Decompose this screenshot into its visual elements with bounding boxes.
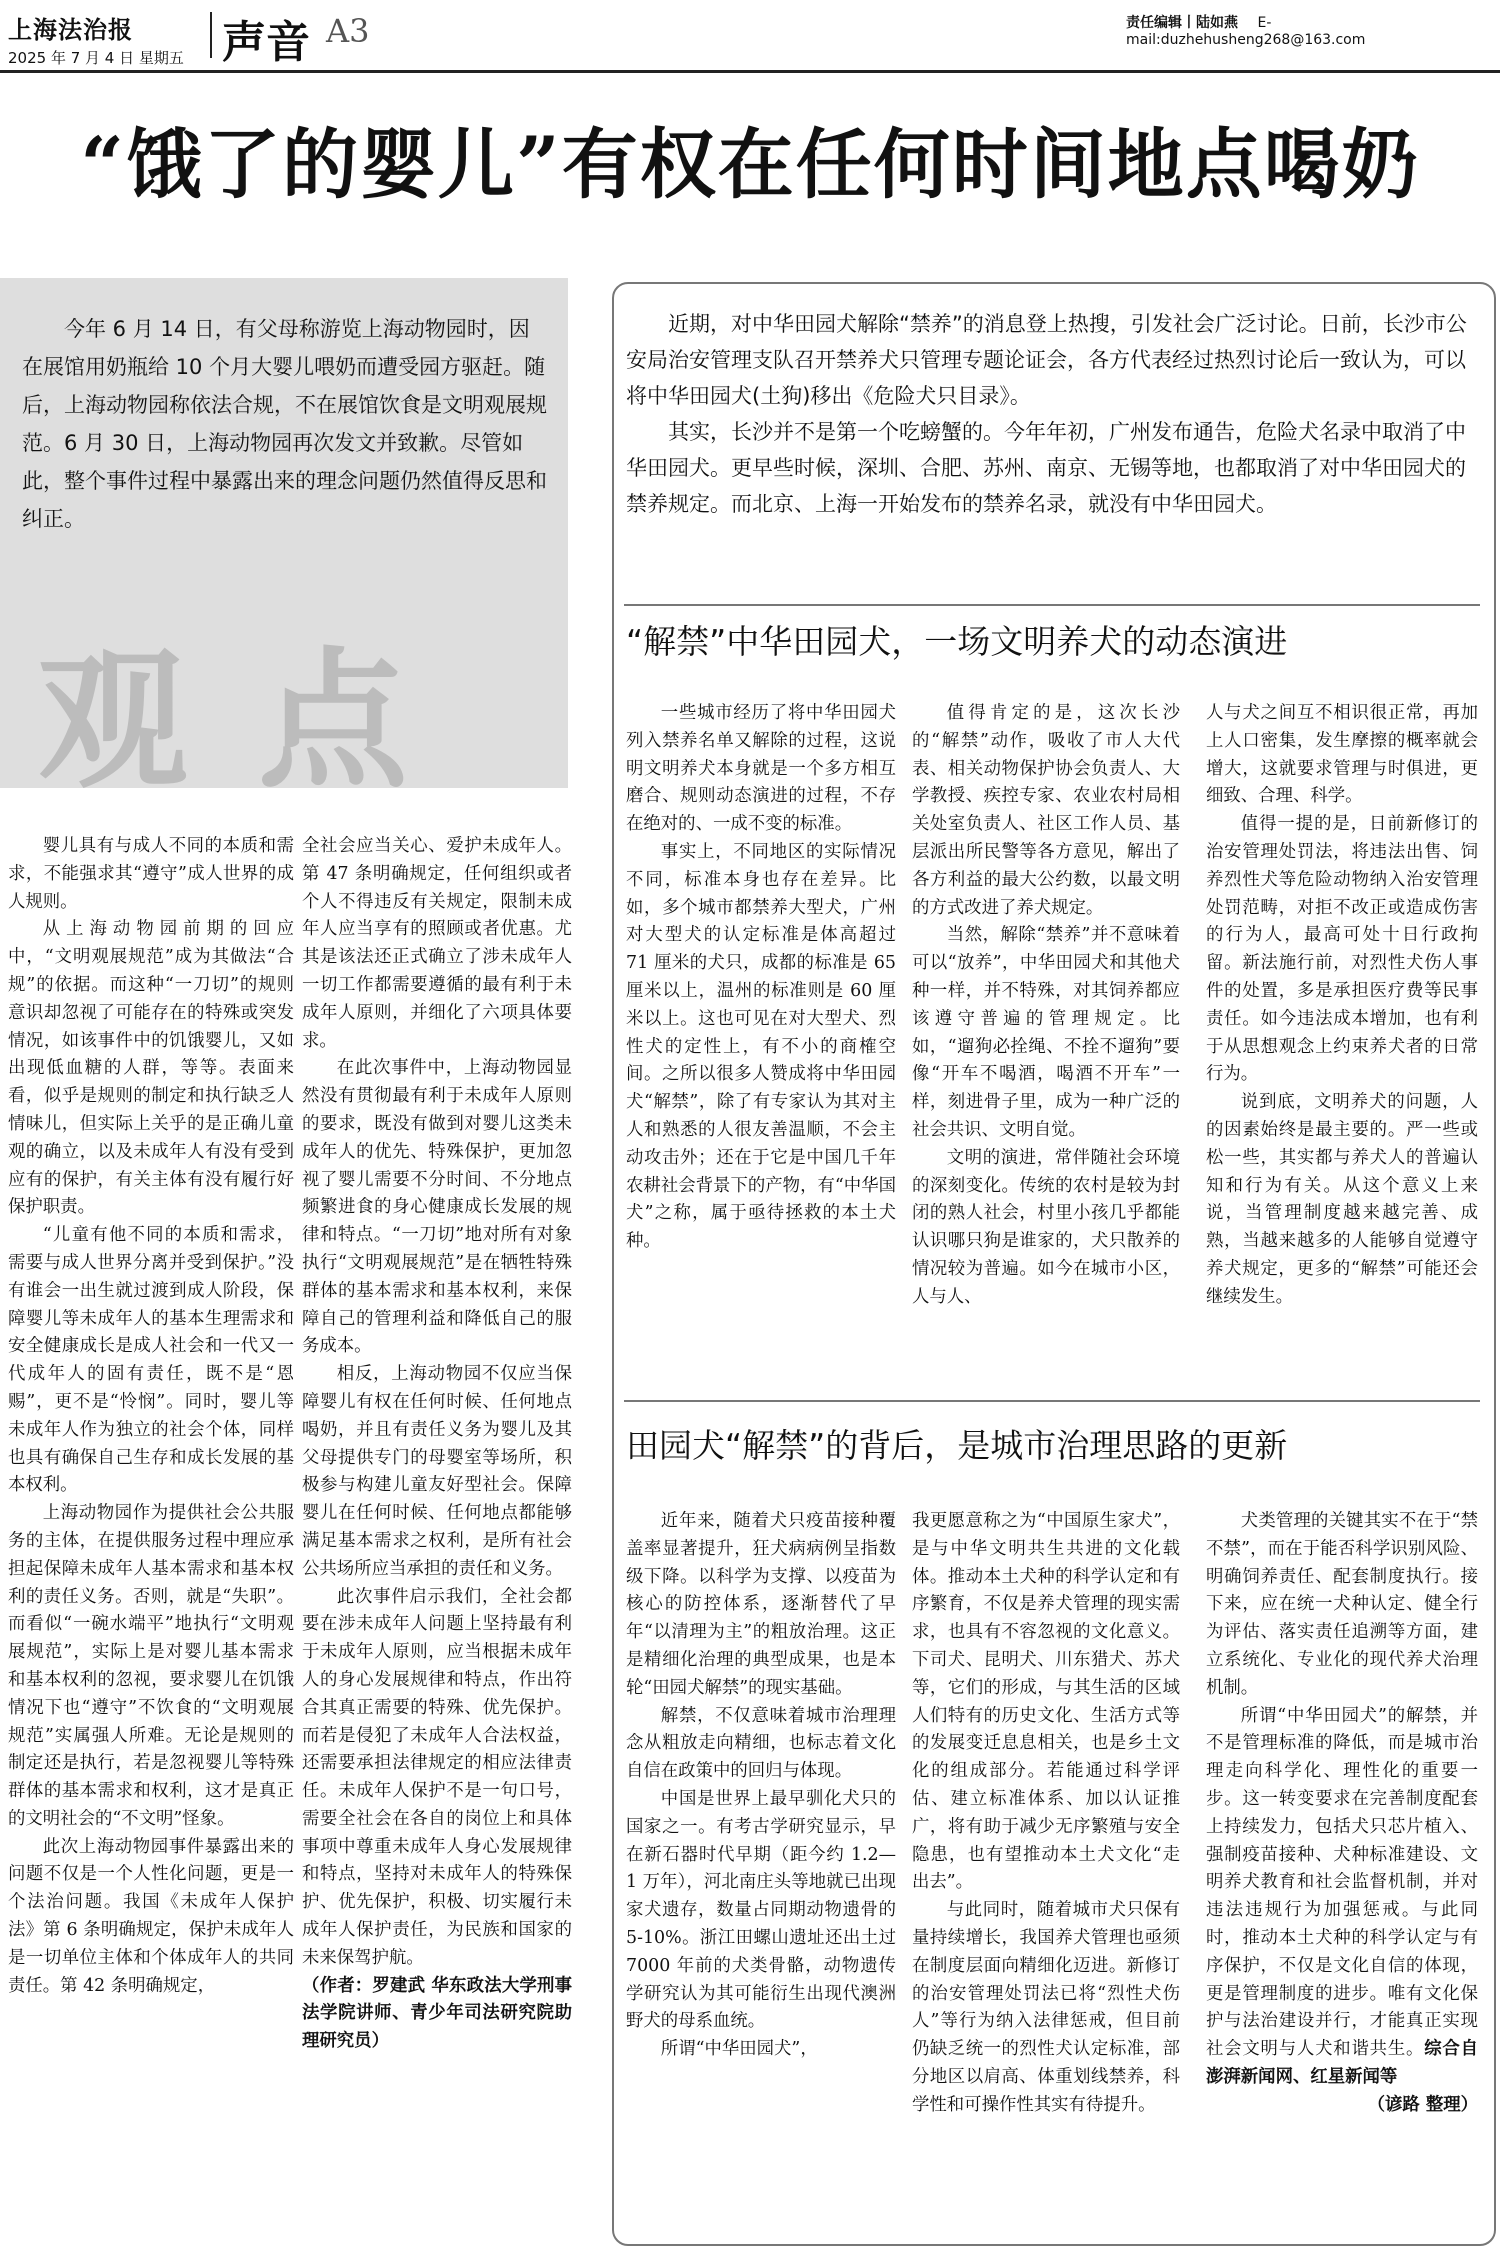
source-credit: 综合自澎湃新闻网、红星新闻等 — [1206, 2039, 1478, 2087]
paragraph: 与此同时，随着城市犬只保有量持续增长，我国养犬管理也亟须在制度层面向精细化迈进。新修订的治安管理处罚法已将“烈性犬伤人”等行为纳入法律惩戒，但目前仍缺乏统一的烈性犬认定标准，部分地区以肩高、体重划线禁养，科学性和可操作性其实有待提升。 — [912, 1900, 1180, 2115]
paragraph: 全社会应当关心、爱护未成年人。第 47 条明确规定，任何组织或者个人不得违反有关规定，限制未成年人应当享有的照顾或者优惠。尤其是该法还正式确立了涉未成年人一切工作都需要遵循的最有利于未成年人原则，并细化了六项具体要求。 — [302, 836, 572, 1051]
issue-date: 2025 年 7 月 4 日 星期五 — [8, 49, 184, 67]
paragraph — [1206, 1703, 1478, 2092]
paragraph: 所谓“中华田园犬”， — [660, 2039, 818, 2060]
paragraph: 相反，上海动物园不仅应当保障婴儿有权在任何时候、任何地点喝奶，并且有责任义务为婴儿及其父母提供专门的母婴室等场所，积极参与构建儿童友好型社会。保障婴儿在任何时候、任何地点都能够满足基本需求之权利，是所有社会公共场所应当承担的责任和义务。 — [302, 1364, 572, 1579]
paragraph: 近期，对中华田园犬解除“禁养”的消息登上热搜，引发社会广泛讨论。日前，长沙市公安局治安管理支队召开禁养犬只管理专题论证会，各方代表经过热烈讨论后一致认为，可以将中华田园犬(土狗)移出《危险犬只目录》。 — [626, 312, 1467, 408]
paragraph: 其实，长沙并不是第一个吃螃蟹的。今年年初，广州发布通告，危险犬名录中取消了中华田园犬。更早些时候，深圳、合肥、苏州、南京、无锡等地，也都取消了对中华田园犬的禁养规定。而北京、上海一开始发布的禁养名录，就没有中华田园犬。 — [626, 420, 1466, 516]
paragraph: 我更愿意称之为“中国原生家犬”，是与中华文明共生共进的文化载体。推动本土犬种的科学认定和有序繁育，不仅是养犬管理的现实需求，也具有不容忽视的文化意义。下司犬、昆明犬、川东猎犬、苏犬等，它们的形成，与其生活的区域人们特有的历史文化、生活方式等的发展变迁息息相关，也是乡土文化的组成部分。若能通过科学评估、建立标准体系、加以认证推广，将有助于减少无序繁殖与安全隐患，也有望推动本土犬文化“走出去”。 — [912, 1511, 1180, 1893]
header-rule — [0, 70, 1500, 73]
intro-text: 今年 6 月 14 日，有父母称游览上海动物园时，因在展馆用奶瓶给 10 个月大婴儿喂奶而遭受园方驱赶。随后，上海动物园称依法合规，不在展馆饮食是文明观展规范。6 月 30 日，上海动物园再次发文并致歉。尽管如此，整个事件过程中暴露出来的理念问题仍然值得反思和纠正。 — [22, 317, 547, 531]
paragraph: “儿童有他不同的本质和需求，需要与成人世界分离并受到保护。”没有谁会一出生就过渡到成人阶段，保障婴儿等未成年人的基本生理需求和安全健康成长是成人社会和一代又一代成年人的固有责任，既不是“恩赐”，更不是“怜悯”。同时，婴儿等未成年人作为独立的社会个体，同样也具有确保自己生存和成长发展的基本权利。 — [8, 1225, 294, 1496]
news-s1-column-2 — [912, 700, 1180, 1312]
paragraph: 此次事件启示我们，全社会都要在涉未成年人问题上坚持最有利于未成年人原则，应当根据未成年人的身心发展规律和特点，作出符合其真正需要的特殊、优先保护。而若是侵犯了未成年人合法权益，还需要承担法律规定的相应法律责任。未成年人保护不是一句口号，需要全社会在各自的岗位上和具体事项中尊重未成年人身心发展规律和特点，坚持对未成年人的特殊保护、优先保护，积极、切实履行未成年人保护责任，为民族和国家的未来保驾护航。 — [302, 1586, 572, 1968]
masthead — [8, 10, 208, 68]
opinion-column-2 — [302, 833, 572, 2056]
column-mark-opinion: 观点 — [38, 633, 479, 809]
paragraph: 一些城市经历了将中华田园犬列入禁养名单又解除的过程，这说明文明养犬本身就是一个多方相互磨合、规则动态演进的过程，不存在绝对的、一成不变的标准。 — [626, 703, 896, 835]
paragraph: 解禁，不仅意味着城市治理理念从粗放走向精细，也标志着文化自信在政策中的回归与体现。 — [626, 1705, 896, 1782]
paragraph: 此次上海动物园事件暴露出来的问题不仅是一个人性化问题，更是一个法治问题。我国《未成年人保护法》第 6 条明确规定，保护未成年人是一切单位主体和个体成年人的共同责任。第 42 条明确规定， — [8, 1836, 294, 1996]
subheading-1: “解禁”中华田园犬，一场文明养犬的动态演进 — [626, 622, 1288, 661]
paragraph: 婴儿具有与成人不同的本质和需求，不能强求其“遵守”成人世界的成人规则。 — [8, 836, 294, 912]
paragraph: 事实上，不同地区的实际情况不同，标准本身也存在差异。比如，多个城市都禁养大型犬，广州对大型犬的认定标准是体高超过 71 厘米的犬只，成都的标准是 65 厘米以上，温州的标准则是 60 厘米以上。这也可见在对大型犬、烈性犬的定性上，有不小的商榷空间。之所以很多人赞成将中华田园犬“解禁”，除了有专家认为其对主人和熟悉的人很友善温顺，不会主动攻击外；还在于它是中国几千年农耕社会背景下的产物，有“中华国犬”之称，属于亟待拯救的本土犬种。 — [626, 841, 896, 1252]
compiler-credit: （谚路 整理） — [1367, 2094, 1478, 2115]
paragraph: 从上海动物园前期的回应中，“文明观展规范”成为其做法“合规”的依据。而这种“一刀切”的规则意识却忽视了可能存在的特殊或突发情况，如该事件中的饥饿婴儿，又如出现低血糖的人群，等等。表面来看，似乎是规则的制定和执行缺乏人情味儿，但实际上关乎的是正确儿童观的确立，以及未成年人有没有受到应有的保护，有关主体有没有履行好保护职责。 — [8, 919, 294, 1218]
newspaper-logo: 上海法治报 — [8, 16, 133, 44]
subheading-2: 田园犬“解禁”的背后，是城市治理思路的更新 — [626, 1426, 1288, 1465]
paragraph: 上海动物园作为提供社会公共服务的主体，在提供服务过程中理应承担起保障未成年人基本需求和基本权利的责任义务。否则，就是“失职”。而看似“一碗水端平”地执行“文明观展规范”，实际上是对婴儿基本需求和基本权利的忽视，要求婴儿在饥饿情况下也“遵守”不饮食的“文明观展规范”实属强人所难。无论是规则的制定还是执行，若是忽视婴儿等特殊群体的基本需求和权利，这才是真正的文明社会的“不文明”怪象。 — [8, 1503, 294, 1829]
paragraph: 中国是世界上最早驯化犬只的国家之一。有考古学研究显示，早在新石器时代早期（距今约 1.2—1 万年），河北南庄头等地就已出现家犬遗存，数量占同期动物遗骨的 5-10%。浙江田螺山遗址还出土过 7000 年前的犬类骨骼，动物遗传学研究认为其可能衍生出现代澳洲野犬的母系血统。 — [626, 1788, 896, 2032]
paragraph: 值得肯定的是，这次长沙的“解禁”动作，吸收了市人大代表、相关动物保护协会负责人、大学教授、疾控专家、农业农村局相关处室负责人、社区工作人员、基层派出所民警等各方意见，解出了各方利益的最大公约数，以最文明的方式改进了养犬规定。 — [912, 703, 1180, 918]
paragraph: 在此次事件中，上海动物园显然没有贯彻最有利于未成年人原则的要求，既没有做到对婴儿这类未成年人的优先、特殊保护，更加忽视了婴儿需要不分时间、不分地点频繁进食的身心健康成长发展的规律和特点。“一刀切”地对所有对象执行“文明观展规范”是在牺牲特殊群体的基本需求和基本权利，来保障自己的管理利益和降低自己的服务成本。 — [302, 1058, 572, 1357]
paragraph-text: 所谓“中华田园犬”的解禁，并不是管理标准的降低，而是城市治理走向科学化、理性化的重要一步。这一转变要求在完善制度配套上持续发力，包括犬只芯片植入、强制疫苗接种、犬种标准建设、文明养犬教育和社会监督机制，并对违法违规行为加强惩戒。与此同时，推动本土犬种的科学认定与有序保护，不仅是文化自信的体现，更是管理制度的进步。唯有文化保护与法治建设并行，才能真正实现社会文明与人犬和谐共生。 — [1206, 1705, 1478, 2060]
divider — [624, 604, 1480, 606]
page-number: A3 — [326, 12, 370, 50]
section-name: 声音 — [222, 17, 310, 68]
news-s2-column-3 — [1206, 1508, 1478, 2120]
header-divider — [210, 12, 212, 58]
paragraph: 近年来，随着犬只疫苗接种覆盖率显著提升，狂犬病病例呈指数级下降。以科学为支撑、以疫苗为核心的防控体系，逐渐替代了早年“以清理为主”的粗放治理。这正是精细化治理的典型成果，也是本轮“田园犬解禁”的现实基础。 — [626, 1511, 896, 1698]
author-byline: （作者：罗建武 华东政法大学刑事法学院讲师、青少年司法研究院助理研究员） — [302, 1975, 572, 2052]
news-s1-column-3 — [1206, 700, 1478, 1312]
opinion-column-1 — [8, 833, 294, 2000]
editor-email: E-mail:duzhehusheng268@163.com — [1126, 15, 1366, 48]
paragraph: 文明的演进，常伴随社会环境的深刻变化。传统的农村是较为封闭的熟人社会，村里小孩几乎都能认识哪只狗是谁家的，犬只散养的情况较为普遍。如今在城市小区，人与人、 — [912, 1147, 1180, 1307]
divider — [624, 1400, 1480, 1402]
paragraph: 说到底，文明养犬的问题，人的因素始终是最主要的。严一些或松一些，其实都与养犬人的普遍认知和行为有关。从这个意义上来说，当管理制度越来越完善、成熟，当越来越多的人能够自觉遵守养犬规定，更多的“解禁”可能还会继续发生。 — [1206, 1092, 1478, 1307]
news-s2-column-2 — [912, 1508, 1180, 2120]
paragraph: 犬类管理的关键其实不在于“禁不禁”，而在于能否科学识别风险、明确饲养责任、配套制度执行。接下来，应在统一犬种认定、健全行为评估、落实责任追溯等方面，建立系统化、专业化的现代养犬治理机制。 — [1206, 1511, 1478, 1698]
news-s1-column-1 — [626, 700, 896, 1256]
paragraph: 当然，解除“禁养”并不意味着可以“放养”，中华田园犬和其他犬种一样，并不特殊，对其饲养都应该遵守普遍的管理规定。比如，“遛狗必拴绳、不拴不遛狗”要像“开车不喝酒，喝酒不开车”一样，刻进骨子里，成为一种广泛的社会共识、文明自觉。 — [912, 925, 1180, 1140]
news-s2-column-1 — [626, 1508, 896, 2064]
news-lead — [626, 306, 1478, 522]
main-headline: “饿了的婴儿”有权在任何时间地点喝奶 — [80, 120, 1420, 209]
editor-info — [1126, 12, 1500, 48]
paragraph: 人与犬之间互不相识很正常，再加上人口密集，发生摩擦的概率就会增大，这就要求管理与时俱进，更细致、合理、科学。 — [1206, 703, 1478, 807]
editor-name: 责任编辑丨陆如燕 — [1126, 15, 1238, 31]
paragraph: 值得一提的是，日前新修订的治安管理处罚法，将违法出售、饲养烈性犬等危险动物纳入治安管理处罚范畴，对拒不改正或造成伤害的行为人，最高可处十日行政拘留。新法施行前，对烈性犬伤人事件的处置，多是承担医疗费等民事责任。如今违法成本增加，也有利于从思想观念上约束养犬者的日常行为。 — [1206, 814, 1478, 1085]
